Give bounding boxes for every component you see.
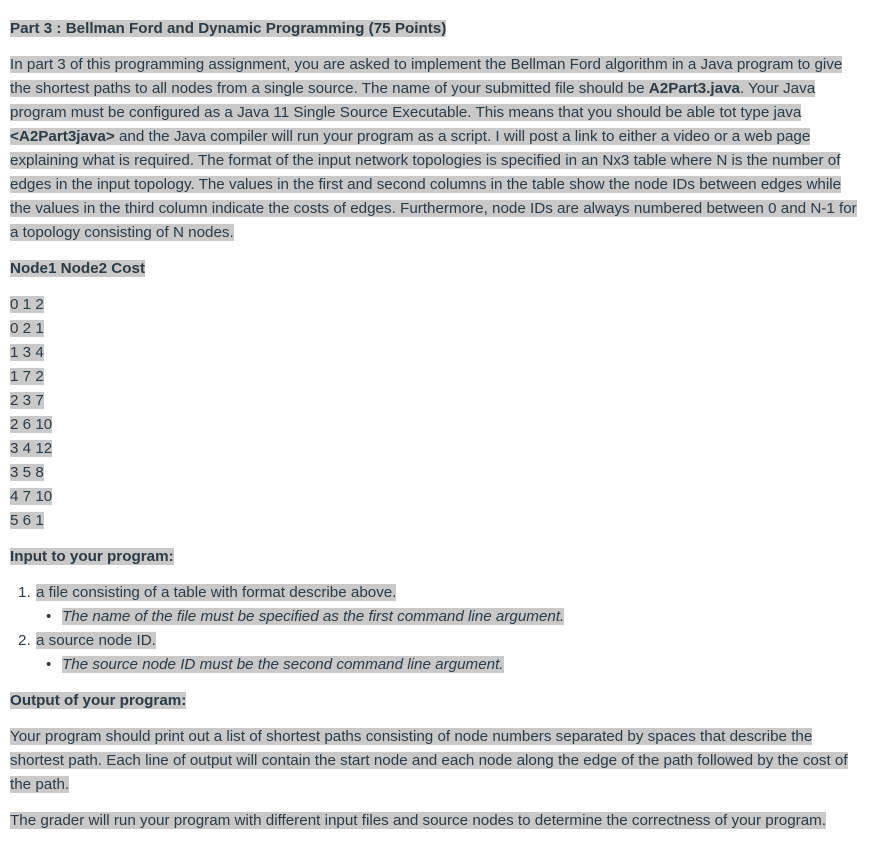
intro-text	[10, 56, 857, 241]
input-heading-text: Input to your program:	[10, 548, 174, 565]
edge-row: 1 7 2	[10, 368, 44, 385]
filename: A2Part3.java	[648, 80, 740, 97]
intro-text-part1: In part 3 of this programming assignment, you are asked to implement the Bellman Ford algorithm in a Java program to give the shortest paths to all nodes from a single source. The name of your submitted file should be	[10, 56, 843, 97]
sub-list-item-text: The name of the file must be specified as the first command line argument.	[62, 608, 565, 625]
output-heading-text: Output of your program:	[10, 692, 187, 709]
intro-text-part2: . Your Java program must be configured as a Java 11 Single Source Executable. This means that you should be able tot type java	[10, 80, 816, 121]
table-header-text: Node1 Node2 Cost	[10, 260, 146, 277]
intro-text-part3: and the Java compiler will run your program as a script. I will post a link to either a video or a web page explaining what is required. The format of the input network topologies is specified in an Nx3 table where N is the number of edges in the input topology. The values in the first and second columns in the table show the node IDs between edges while the values in the third column indicate the costs of edges. Furthermore, node IDs are always numbered between 0 and N-1 for a topology consisting of N nodes.	[10, 128, 857, 241]
bullet-icon: •	[46, 608, 52, 625]
edge-row: 1 3 4	[10, 344, 44, 361]
input-list	[0, 581, 880, 677]
table-header	[10, 257, 145, 281]
list-item-text: a source node ID.	[36, 632, 156, 649]
edge-list	[10, 293, 130, 533]
output-paragraph	[10, 725, 858, 797]
input-heading	[10, 545, 174, 569]
bullet-icon: •	[46, 656, 52, 673]
output-heading	[10, 689, 186, 713]
edge-row: 0 1 2	[10, 296, 44, 313]
page-title	[10, 17, 446, 41]
list-item-number: 1.	[18, 584, 31, 601]
edge-row: 2 3 7	[10, 392, 44, 409]
page-title-text: Part 3 : Bellman Ford and Dynamic Programming (75 Points)	[10, 20, 447, 37]
edge-row: 5 6 1	[10, 512, 44, 529]
grader-paragraph-text: The grader will run your program with different input files and source nodes to determine the correctness of your program.	[10, 812, 827, 829]
edge-row: 3 4 12	[10, 440, 53, 457]
sub-list-item-text: The source node ID must be the second command line argument.	[62, 656, 504, 673]
edge-row: 4 7 10	[10, 488, 53, 505]
list-item	[0, 629, 880, 653]
intro-paragraph	[10, 53, 858, 245]
edge-row: 2 6 10	[10, 416, 53, 433]
edge-row: 0 2 1	[10, 320, 44, 337]
sub-list-container	[0, 653, 880, 677]
sub-list-container	[0, 605, 880, 629]
grader-paragraph	[10, 809, 858, 833]
sub-list-item	[0, 653, 880, 677]
run-command: <A2Part3java>	[10, 128, 115, 145]
list-item	[0, 581, 880, 605]
sub-list-item	[0, 605, 880, 629]
list-item-number: 2.	[18, 632, 31, 649]
output-paragraph-text: Your program should print out a list of shortest paths consisting of node numbers separated by spaces that describe the shortest path. Each line of output will contain the start node and each node along the edge of the path followed by the cost of the path.	[10, 728, 848, 793]
list-item-text: a file consisting of a table with format describe above.	[36, 584, 397, 601]
edge-row: 3 5 8	[10, 464, 44, 481]
